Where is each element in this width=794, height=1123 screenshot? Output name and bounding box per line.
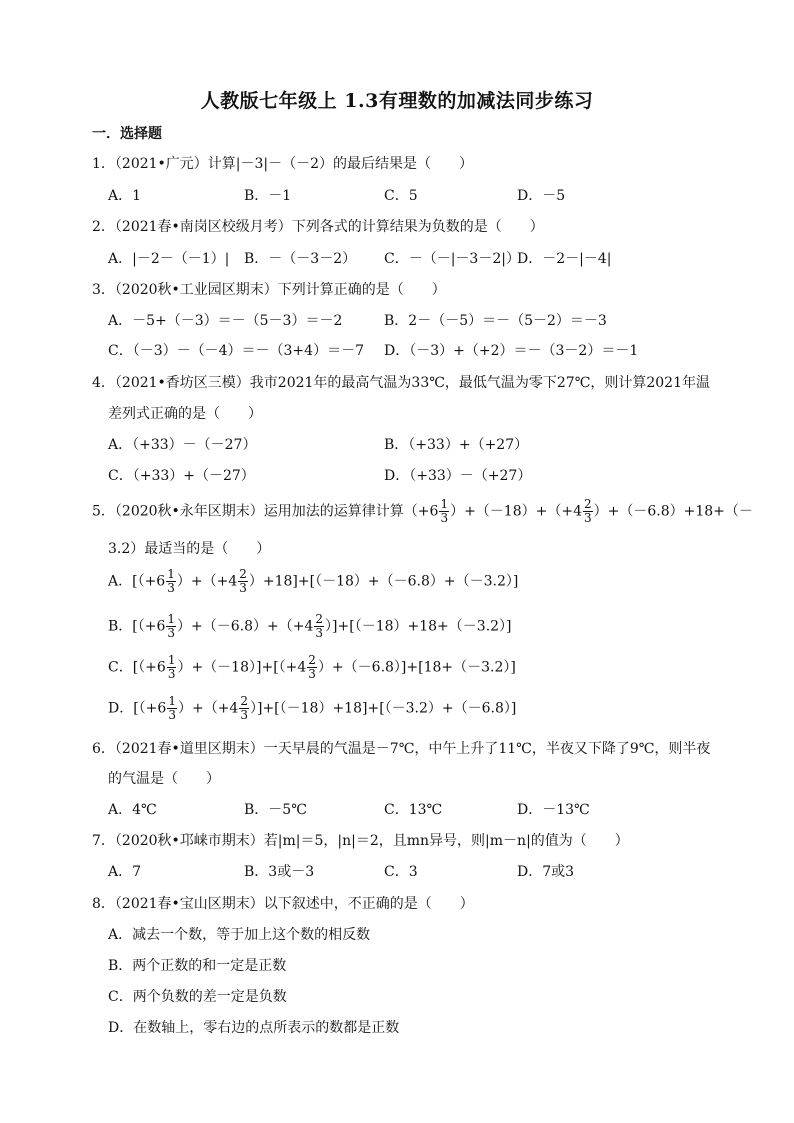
- question-5-stem: [92, 498, 753, 525]
- question-3-option-a[interactable]: A．－5+（－3）＝－（5－3）＝－2: [108, 313, 343, 329]
- question-5-option-b[interactable]: B．[（+6 $\frac{1}{3}$ ）+（－6.8）+（+4 $\frac{2}{3}$ ）]+[（－18）+18+（－3.2）]: [108, 612, 512, 640]
- fraction: $\frac{2}{3}$: [240, 694, 248, 722]
- question-3-option-c[interactable]: C．（－3）－（－4）＝－（3+4）＝－7: [108, 343, 364, 359]
- fraction: $\frac{1}{3}$: [167, 653, 176, 681]
- question-1-stem: 1．（2021•广元）计算|－3|－（－2）的最后结果是（ ）: [92, 156, 474, 172]
- question-5-option-d[interactable]: D．[（+6 $\frac{1}{3}$ ）+（+4 $\frac{2}{3}$ ）]+[（－18）+18]+[（－3.2）+（－6.8）]: [108, 694, 517, 722]
- question-5-option-c[interactable]: C．[（+6 $\frac{1}{3}$ ）+（－18）]+[（+4 $\frac{2}{3}$ ）+（－6.8）]+[18+（－3.2）]: [108, 653, 516, 681]
- fraction: $\frac{2}{3}$: [584, 497, 592, 525]
- question-6-stem-continued: 的气温是（ ）: [108, 771, 220, 787]
- section-heading: 一．选择题: [92, 126, 162, 142]
- question-4-option-b[interactable]: B．（+33）+（+27）: [384, 437, 529, 453]
- question-5-stem-continued: 3.2）最适当的是（ ）: [108, 541, 271, 557]
- question-7-option-c[interactable]: C．3: [384, 864, 418, 880]
- question-7-option-b[interactable]: B．3或－3: [244, 864, 315, 880]
- question-6-stem: 6．（2021春•道里区期末）一天早晨的气温是－7℃，中午上升了11℃，半夜又下降了9℃，则半夜: [92, 741, 711, 757]
- question-7-option-d[interactable]: D．7或3: [517, 864, 575, 880]
- question-4-option-c[interactable]: C．（+33）+（－27）: [108, 468, 255, 484]
- fraction: $\frac{2}{3}$: [308, 653, 316, 681]
- question-1-option-c[interactable]: C．5: [384, 188, 418, 204]
- question-4-stem-continued: 差列式正确的是（ ）: [108, 406, 262, 422]
- question-4-option-a[interactable]: A．（+33）－（－27）: [108, 437, 257, 453]
- question-2-option-d[interactable]: D．－2－|－4|: [517, 251, 612, 267]
- question-5-stem-part-b: ）+（－18）+（+4: [450, 503, 582, 520]
- question-1-option-a[interactable]: A．1: [108, 188, 142, 204]
- fraction: $\frac{1}{3}$: [440, 497, 449, 525]
- question-2-option-a[interactable]: A．|－2－（－1）|: [108, 251, 230, 267]
- fraction: $\frac{1}{3}$: [167, 567, 175, 595]
- question-8-option-b[interactable]: B．两个正数的和一定是正数: [108, 958, 287, 974]
- question-6-option-b[interactable]: B．－5℃: [244, 802, 307, 818]
- question-8-option-d[interactable]: D．在数轴上，零右边的点所表示的数都是正数: [108, 1020, 400, 1036]
- question-6-option-c[interactable]: C．13℃: [384, 802, 443, 818]
- question-1-option-b[interactable]: B．－1: [244, 188, 292, 204]
- question-3-option-b[interactable]: B．2－（－5）＝－（5－2）＝－3: [384, 313, 607, 329]
- fraction: $\frac{2}{3}$: [239, 567, 247, 595]
- question-3-option-d[interactable]: D．（－3）+（+2）＝－（3－2）＝－1: [384, 343, 639, 359]
- fraction: $\frac{2}{3}$: [315, 612, 324, 640]
- question-4-option-d[interactable]: D．（+33）－（+27）: [384, 468, 532, 484]
- page-title: 人教版七年级上 1.3有理数的加减法同步练习: [200, 90, 594, 112]
- question-4-stem: 4．（2021•香坊区三模）我市2021年的最高气温为33℃，最低气温为零下27℃，则计算2021年温: [92, 375, 711, 391]
- question-5-option-a[interactable]: A．[（+6 $\frac{1}{3}$ ）+（+4 $\frac{2}{3}$ ）+18]+[（－18）+（－6.8）+（－3.2）]: [108, 567, 519, 595]
- fraction: $\frac{1}{3}$: [168, 694, 176, 722]
- question-5-stem-part-a: 5．（2020秋•永年区期末）运用加法的运算律计算（+6: [92, 503, 439, 520]
- question-8-option-c[interactable]: C．两个负数的差一定是负数: [108, 989, 287, 1005]
- question-7-option-a[interactable]: A．7: [108, 864, 142, 880]
- question-2-option-b[interactable]: B．－（－3－2）: [244, 251, 357, 267]
- question-8-option-a[interactable]: A．减去一个数，等于加上这个数的相反数: [108, 927, 371, 943]
- fraction: $\frac{1}{3}$: [167, 612, 176, 640]
- question-1-option-d[interactable]: D．－5: [517, 188, 566, 204]
- question-6-option-a[interactable]: A．4℃: [108, 802, 157, 818]
- question-8-stem: 8．（2021春•宝山区期末）以下叙述中，不正确的是（ ）: [92, 896, 474, 912]
- question-5-stem-part-c: ）+（－6.8）+18+（－: [593, 503, 753, 520]
- question-6-option-d[interactable]: D．－13℃: [517, 802, 590, 818]
- question-2-option-c[interactable]: C．－（－|－3－2|）: [384, 251, 520, 267]
- question-7-stem: 7．（2020秋•邛崃市期末）若|m|＝5，|n|＝2，且mn异号，则|m－n|的值为（ ）: [92, 833, 629, 849]
- question-3-stem: 3．（2020秋•工业园区期末）下列计算正确的是（ ）: [92, 282, 446, 298]
- question-2-stem: 2．（2021春•南岗区校级月考）下列各式的计算结果为负数的是（ ）: [92, 219, 544, 235]
